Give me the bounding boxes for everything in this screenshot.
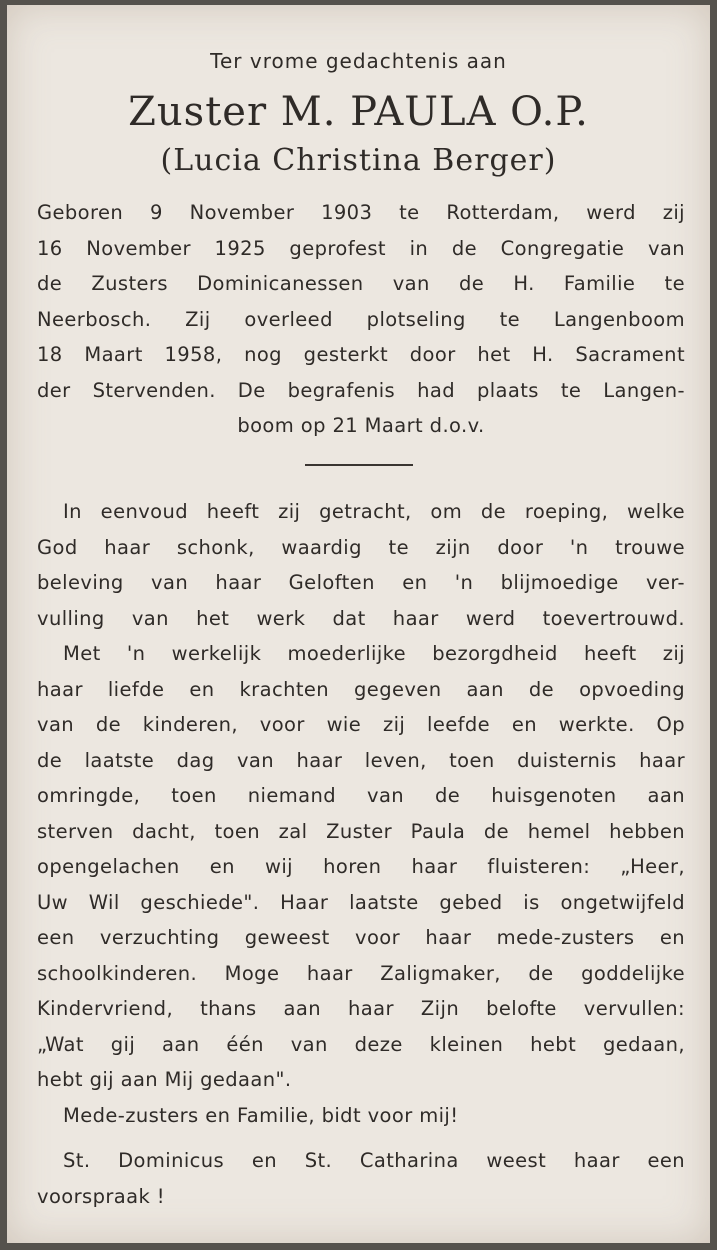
- tribute-paragraph: [37, 494, 685, 636]
- tribute-line: In eenvoud heeft zij getracht, om de roeping, welke: [63, 500, 685, 523]
- closing-line: St. Dominicus en St. Catharina weest haar een: [63, 1149, 685, 1172]
- memorial-card: [7, 5, 710, 1243]
- tribute-line: vulling van het werk dat haar werd toevertrouwd.: [37, 606, 685, 630]
- section-divider: [305, 464, 413, 466]
- tribute-line: God haar schonk, waardig te zijn door 'n trouwe: [37, 535, 685, 559]
- tribute-line: beleving van haar Geloften en 'n blijmoedige ver-: [37, 571, 685, 594]
- closing-line: voorspraak !: [37, 1184, 165, 1208]
- biography-line: boom op 21 Maart d.o.v.: [237, 414, 485, 437]
- biography-line: der Stervenden. De begrafenis had plaats te Langen-: [37, 378, 685, 402]
- biography-line: Neerbosch. Zij overleed plotseling te Langenboom: [37, 307, 685, 331]
- civil-name: (Lucia Christina Berger): [160, 143, 557, 178]
- biography-line: 18 Maart 1958, nog gesterkt door het H. Sacrament: [37, 343, 685, 366]
- tribute-line: sterven dacht, toen zal Zuster Paula de hemel hebben: [37, 819, 685, 843]
- tribute-line: opengelachen en wij horen haar fluisteren: „Heer,: [37, 855, 685, 878]
- tribute-line: de laatste dag van haar leven, toen duisternis haar: [37, 748, 685, 772]
- tribute-line: een verzuchting geweest voor haar mede-zusters en: [37, 926, 685, 949]
- tribute-line: Uw Wil geschiede". Haar laatste gebed is ongetwijfeld: [37, 890, 685, 914]
- tribute-line: „Wat gij aan één van deze kleinen hebt gedaan,: [37, 1032, 685, 1056]
- biography-line: 16 November 1925 geprofest in de Congregatie van: [37, 236, 685, 260]
- tribute-line: omringde, toen niemand van de huisgenoten aan: [37, 784, 685, 807]
- biography-paragraph: [37, 195, 685, 444]
- closing-invocation: [37, 1143, 685, 1214]
- biography-line: de Zusters Dominicanessen van de H. Familie te: [37, 272, 685, 295]
- deceased-name: Zuster M. PAULA O.P.: [128, 89, 589, 135]
- closing-prayer: [37, 1098, 685, 1134]
- tribute-line: Met 'n werkelijk moederlijke bezorgdheid heeft zij: [63, 642, 685, 665]
- closing-line: Mede-zusters en Familie, bidt voor mij!: [63, 1104, 459, 1127]
- intro-line: Ter vrome gedachtenis aan: [210, 49, 507, 73]
- tribute-line: haar liefde en krachten gegeven aan de opvoeding: [37, 677, 685, 701]
- tribute-line: hebt gij aan Mij gedaan".: [37, 1068, 292, 1091]
- tribute-paragraph: [37, 636, 685, 1098]
- tribute-line: van de kinderen, voor wie zij leefde en werkte. Op: [37, 713, 685, 736]
- biography-line: Geboren 9 November 1903 te Rotterdam, werd zij: [37, 201, 685, 224]
- tribute-line: schoolkinderen. Moge haar Zaligmaker, de goddelijke: [37, 961, 685, 985]
- tribute-line: Kindervriend, thans aan haar Zijn belofte vervullen:: [37, 997, 685, 1020]
